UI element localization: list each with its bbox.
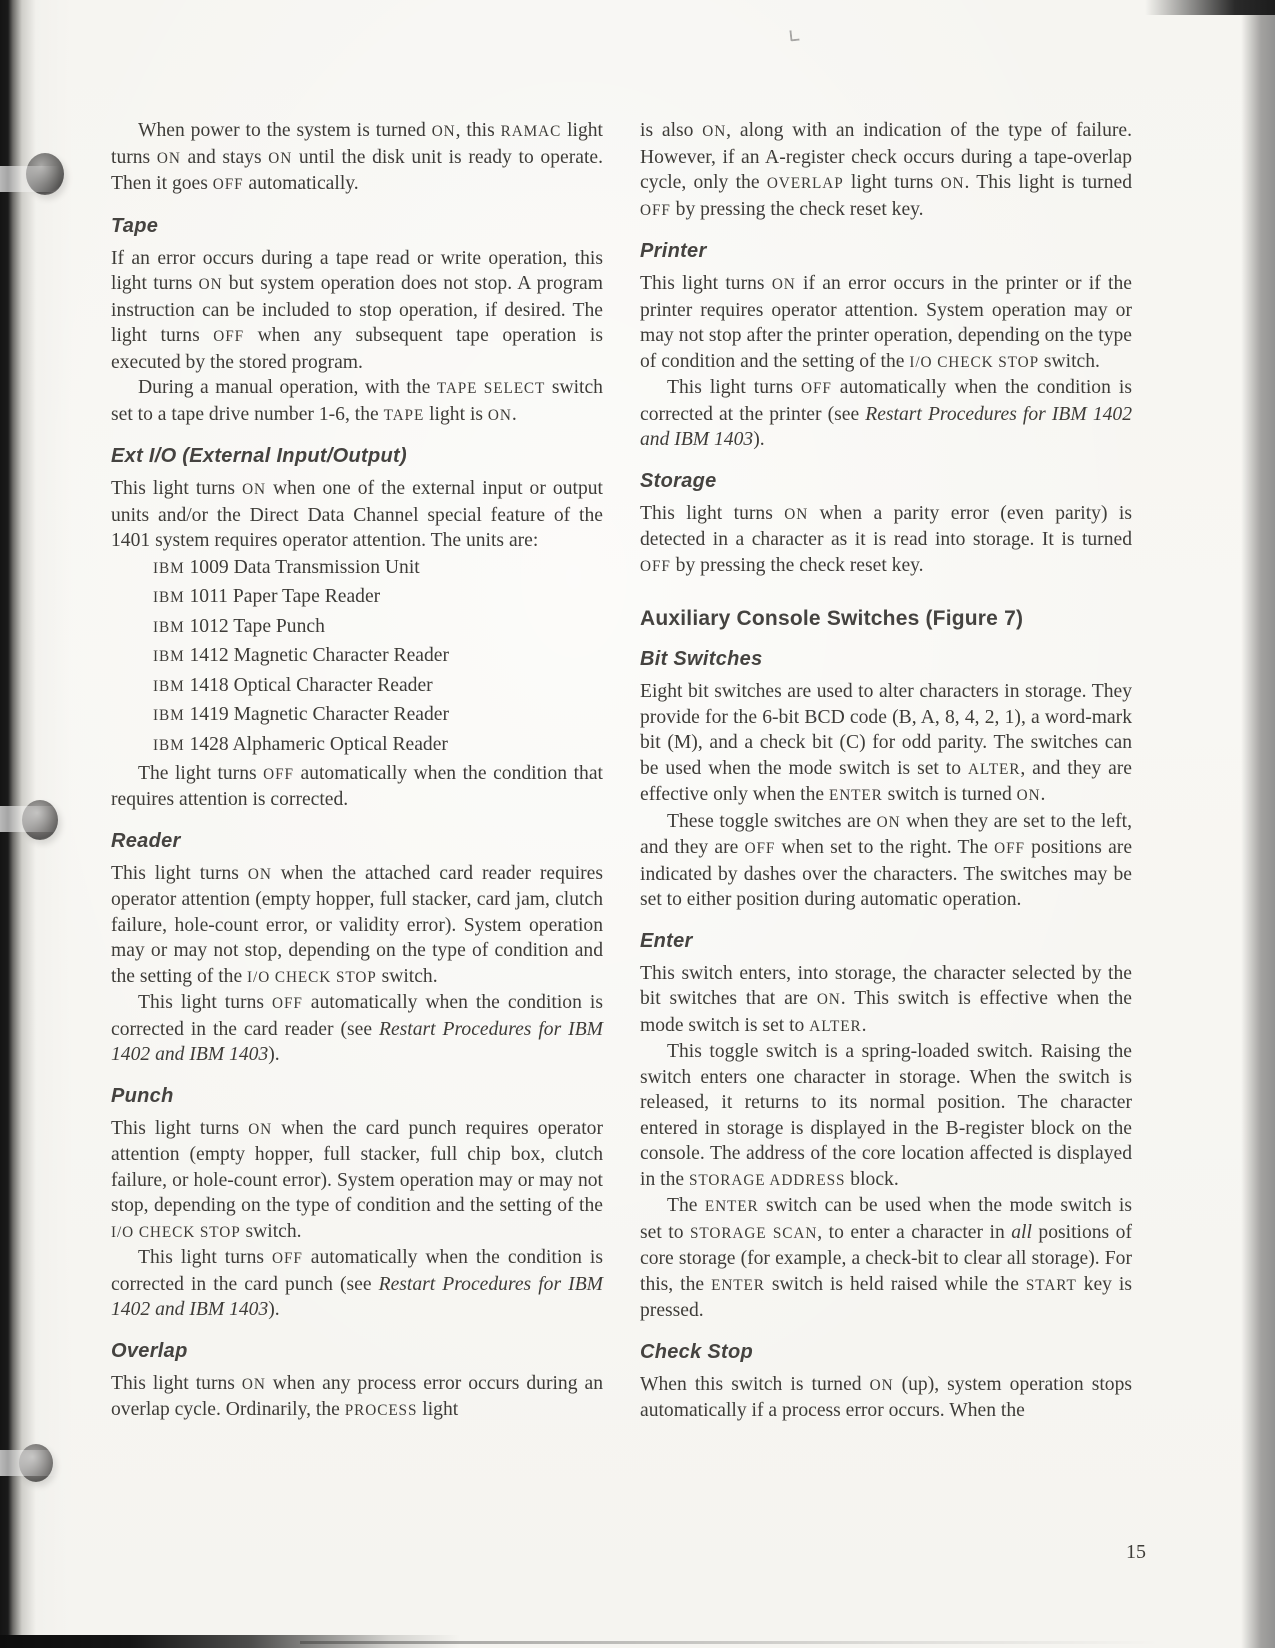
paragraph (111, 1245, 603, 1323)
text-run: light (417, 1399, 459, 1421)
smallcaps-term: OFF (212, 176, 244, 193)
section (640, 930, 1132, 1324)
paragraph (640, 1372, 1132, 1424)
text-run: During a manual operation, with the (138, 377, 437, 398)
text-run: by pressing the check reset key. (670, 198, 924, 220)
smallcaps-term: OFF (801, 380, 832, 397)
text-run: switch. (1038, 350, 1100, 372)
smallcaps-term: RAMAC (500, 123, 562, 140)
text-run: when the attached card reader requires operator attention (empty hopper, full stacker, card jam, clutch failure, hole-count error, or validity error). System operation may or may not stop, depending on the type of condition and the setting of the (111, 862, 603, 987)
list-item (153, 731, 603, 761)
section-heading-punch: Punch (111, 1084, 174, 1107)
smallcaps-term: OFF (272, 995, 303, 1013)
paragraph (111, 375, 603, 428)
smallcaps-term: ON (241, 1375, 266, 1393)
text-run: , and they are effective only when the (640, 757, 1132, 805)
list-item (153, 642, 603, 672)
smallcaps-term: IBM (153, 589, 185, 607)
text-run: 1012 Tape Punch (184, 615, 325, 637)
paragraph (640, 375, 1132, 453)
text-run: but system operation does not stop. A program instruction can be included to stop operation, if desired. The light turns (111, 273, 603, 346)
section (111, 1340, 603, 1424)
list-item (153, 701, 603, 731)
italic-phrase: Restart Procedures for IBM 1402 and IBM 1403 (640, 403, 1133, 450)
smallcaps-term: ON (156, 149, 181, 167)
section-heading-printer: Printer (640, 240, 707, 262)
smallcaps-term: OFF (640, 557, 671, 575)
smallcaps-term: PROCESS (344, 1402, 418, 1420)
text-run: These toggle switches are (667, 810, 877, 832)
text-run: ). (268, 1299, 280, 1321)
paragraph (640, 961, 1132, 1040)
text-run: This switch enters, into storage, the character selected by the bit switches that are (640, 962, 1132, 1009)
text-run: automatically. (243, 173, 359, 194)
smallcaps-term: OFF (272, 1250, 303, 1268)
text-run: when the card punch requires operator attention (empty hopper, full stacker, full chip box, clutch failure, or hole-count error). System operation may or may not stop, depending on the type of condition and the setting of the (111, 1117, 603, 1217)
smallcaps-term: ON (940, 175, 965, 192)
text-run: . (511, 403, 517, 425)
section-heading-overlap: Overlap (111, 1339, 188, 1362)
text-run: Eight bit switches are used to alter characters in storage. They provide for the 6-bit BCD code (B, A, 8, 4, 2, 1), a word-mark bit (M), and a check bit (C) for odd parity. The switches can be used when the mode switch is set to (640, 681, 1132, 779)
smallcaps-term: IBM (153, 737, 185, 755)
smallcaps-term: IBM (153, 707, 185, 725)
text-run: This light turns (111, 1117, 249, 1139)
smallcaps-term: ON (198, 276, 223, 293)
smallcaps-term: IBM (153, 559, 185, 577)
paragraph (111, 246, 603, 376)
text-run: This light turns (667, 377, 802, 398)
section (111, 215, 603, 429)
text-run: switch set to a tape drive number 1-6, the (111, 377, 603, 425)
paragraph (111, 118, 603, 198)
text-run: when any process error occurs during an overlap cycle. Ordinarily, the (111, 1372, 603, 1421)
text-run: , to enter a character in (817, 1221, 1012, 1243)
smallcaps-term: IBM (153, 618, 185, 636)
section (111, 445, 603, 813)
smallcaps-term: STORAGE ADDRESS (688, 1171, 846, 1189)
text-run: ). (268, 1044, 280, 1066)
smallcaps-term: ON (431, 123, 456, 140)
smallcaps-term: ENTER (828, 787, 883, 804)
smallcaps-term: ON (876, 813, 901, 831)
smallcaps-term: I/O CHECK STOP (247, 968, 377, 986)
text-run: by pressing the check reset key. (670, 554, 924, 576)
smallcaps-term: TAPE SELECT (436, 380, 546, 397)
section-heading-auxiliary-console-switches-figure-7: Auxiliary Console Switches (Figure 7) (640, 607, 1024, 630)
column-left (111, 118, 603, 1424)
text-run: when any subsequent tape operation is executed by the stored program. (111, 325, 603, 373)
italic-phrase: all (1011, 1221, 1032, 1243)
paragraph (111, 990, 603, 1068)
text-run: The (667, 1195, 705, 1216)
text-run: switch. (376, 965, 438, 987)
paragraph (640, 1039, 1132, 1193)
text-run: (up), system operation stops automatically if a process error occurs. When the (640, 1373, 1132, 1421)
text-run: This light turns (640, 273, 772, 294)
smallcaps-term: ON (268, 149, 293, 167)
text-run: . This light is turned (964, 172, 1133, 193)
text-run: switch is turned (882, 784, 1017, 805)
smallcaps-term: ON (771, 276, 796, 293)
section-heading-enter: Enter (640, 929, 693, 952)
smallcaps-term: OVERLAP (766, 175, 844, 192)
text-run: switch. (240, 1220, 302, 1242)
scan-artifact-mark (789, 30, 799, 42)
text-run: This light turns (138, 1247, 273, 1269)
smallcaps-term: ALTER (967, 760, 1021, 778)
smallcaps-term: I/O CHECK STOP (111, 1223, 241, 1241)
smallcaps-term: ON (487, 406, 512, 424)
text-run: light turns (843, 172, 941, 193)
smallcaps-term: OFF (213, 328, 245, 345)
smallcaps-term: OFF (640, 201, 671, 219)
list-item (153, 583, 603, 613)
smallcaps-term: ON (242, 481, 266, 498)
section (640, 1341, 1132, 1424)
text-run: When power to the system is turned (138, 120, 432, 141)
paragraph (640, 501, 1132, 580)
smallcaps-term: IBM (153, 677, 185, 695)
text-run: 1419 Magnetic Character Reader (184, 704, 449, 726)
text-run: if an error occurs in the printer or if the printer requires operator attention. System operation may or may not stop after the printer operation, depending on the type of condition and the setting of the (640, 273, 1132, 372)
page-right-edge-shadow (1241, 0, 1275, 1648)
section (111, 1085, 603, 1323)
paper-fold-streak (0, 166, 70, 192)
smallcaps-term: ALTER (809, 1017, 862, 1035)
smallcaps-term: ON (784, 505, 809, 523)
text-run: when set to the right. The (775, 837, 995, 858)
section (111, 830, 603, 1068)
text-run: If an error occurs during a tape read or write operation, this light turns (111, 247, 603, 294)
text-run: 1009 Data Transmission Unit (184, 556, 420, 578)
paragraph (640, 271, 1132, 375)
text-run: automatically when the condition that requires attention is corrected. (111, 762, 603, 811)
section (640, 240, 1132, 453)
text-run: when a parity error (even parity) is detected in a character as it is read into storage. It is turned (640, 502, 1132, 550)
smallcaps-term: ON (869, 1376, 894, 1394)
section-heading-tape: Tape (111, 214, 159, 237)
section-heading-ext-i-o-external-input-output: Ext I/O (External Input/Output) (111, 445, 407, 467)
text-run: , along with an indication of the type of failure. However, if an A-register check occurs during a tape-overlap cycle, only the (640, 120, 1132, 193)
smallcaps-term: ENTER (711, 1276, 765, 1294)
section-heading-reader: Reader (111, 829, 181, 852)
text-run: This light turns (111, 862, 248, 884)
smallcaps-term: ON (816, 991, 841, 1008)
text-run: 1418 Optical Character Reader (184, 674, 433, 696)
text-run: When this switch is turned (640, 1373, 870, 1395)
smallcaps-term: TAPE (383, 406, 425, 424)
paper-fold-streak (0, 806, 70, 832)
text-run: light is (424, 403, 488, 425)
text-run: 1011 Paper Tape Reader (184, 586, 381, 608)
text-run: switch can be used when the mode switch is set to (640, 1195, 1132, 1243)
paragraph (111, 1371, 603, 1424)
text-run: automatically when the condition is corrected at the printer (see (640, 377, 1132, 425)
smallcaps-term: IBM (153, 648, 185, 666)
smallcaps-term: ON (1016, 787, 1041, 804)
scan-corner-shadow (1145, 0, 1275, 15)
text-run: . (861, 1014, 867, 1036)
paper-fold-streak (0, 1450, 70, 1476)
section (640, 470, 1132, 580)
text-run: is also (640, 120, 703, 141)
text-run: , this (455, 120, 501, 141)
text-run: switch is held raised while the (764, 1273, 1026, 1295)
text-run: key is pressed. (640, 1273, 1132, 1321)
paragraph (640, 118, 1132, 223)
paragraph (111, 861, 603, 991)
paragraph (640, 1193, 1132, 1324)
smallcaps-term: ON (702, 123, 727, 140)
text-run: . This switch is effective when the mode switch is set to (640, 988, 1132, 1036)
section-heading-storage: Storage (640, 469, 717, 492)
italic-phrase: Restart Procedures for IBM 1402 and IBM 1403 (111, 1273, 603, 1321)
text-run: and stays (180, 146, 269, 168)
smallcaps-term: ON (247, 865, 272, 883)
text-run: . (1040, 784, 1046, 805)
section-heading-bit-switches: Bit Switches (640, 648, 763, 670)
section (640, 607, 1132, 631)
section (111, 118, 603, 198)
smallcaps-term: ON (248, 1120, 273, 1138)
text-run: automatically when the condition is corrected in the card punch (see (111, 1247, 603, 1295)
text-run: positions are indicated by dashes over the characters. The switches may be set to either position during automatic operation. (640, 837, 1133, 910)
paragraph (640, 809, 1132, 913)
text-run: 1412 Magnetic Character Reader (184, 645, 449, 667)
text-run: The light turns (138, 762, 264, 784)
text-run: when they are set to the left, and they are (640, 810, 1132, 858)
smallcaps-term: ENTER (704, 1198, 759, 1215)
section-heading-check-stop: Check Stop (640, 1340, 754, 1363)
page-number: 15 (1126, 1541, 1146, 1563)
next-page-edge-line (300, 1641, 1160, 1644)
smallcaps-term: I/O CHECK STOP (909, 353, 1039, 371)
text-run: until the disk unit is ready to operate. Then it goes (111, 146, 603, 194)
paragraph (111, 761, 603, 813)
text-run: This light turns (138, 992, 273, 1014)
smallcaps-term: OFF (744, 840, 776, 857)
paragraph (640, 679, 1132, 809)
text-run: ). (753, 429, 765, 450)
column-right (640, 118, 1132, 1424)
text-run: when one of the external input or output units and/or the Direct Data Channel special feature of the 1401 system requires operator attention. The units are: (111, 478, 603, 551)
text-run: block. (845, 1168, 899, 1190)
smallcaps-term: OFF (994, 840, 1025, 857)
text-run: 1428 Alphameric Optical Reader (184, 734, 448, 756)
text-run: This toggle switch is a spring-loaded switch. Raising the switch enters one character in storage. When the switch is released, it returns to its normal position. The character entered in storage is displayed in the B-register block on the console. The address of the core location affected is displayed in the (640, 1041, 1132, 1190)
paragraph (111, 476, 603, 554)
list-item (153, 613, 603, 643)
section (640, 648, 1132, 913)
text-run: This light turns (640, 502, 785, 524)
page-content (111, 118, 1133, 1424)
text-run: automatically when the condition is corrected in the card reader (see (111, 992, 603, 1040)
smallcaps-term: START (1025, 1276, 1077, 1294)
text-run: positions of core storage (for example, a check-bit to clear all storage). For this, the (640, 1221, 1132, 1295)
text-run: This light turns (111, 478, 243, 499)
text-run: light turns (111, 120, 604, 168)
list-item (153, 672, 603, 702)
paragraph (111, 1116, 603, 1246)
italic-phrase: Restart Procedures for IBM 1402 and IBM 1403 (111, 1018, 603, 1066)
list-item (153, 554, 603, 584)
text-run: This light turns (111, 1372, 242, 1394)
smallcaps-term: STORAGE SCAN (690, 1224, 818, 1242)
section (640, 118, 1132, 223)
smallcaps-term: OFF (263, 765, 294, 783)
